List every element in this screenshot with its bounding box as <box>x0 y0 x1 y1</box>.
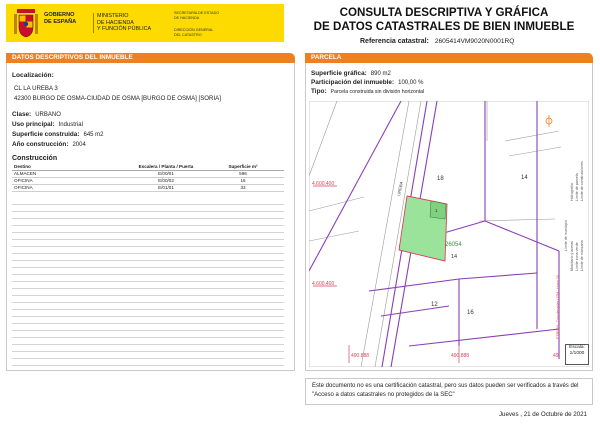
header-escalera: Escalera / Planta / Puerta <box>130 163 202 170</box>
scale-value: 1/1000 <box>569 351 585 356</box>
address-line1: CL LA UREBA 3 <box>14 85 58 92</box>
coat-of-arms-icon <box>13 8 39 38</box>
legend-item: Límite de parcela <box>575 173 579 201</box>
government-header <box>6 4 284 42</box>
clase-label: Clase: <box>12 111 32 118</box>
parcel-number: 16 <box>467 310 474 316</box>
uso-label: Uso principal: <box>12 121 55 128</box>
legend-item: Límite zona verde <box>575 242 579 271</box>
disclaimer-notice: Este documento no es una certificación catastral, pero sus datos pueden ser verificados a través del "Acceso a datos catastrales no protegidos de la SEC" <box>305 378 593 405</box>
map-coord-y-top: 4.600.400 <box>312 181 335 187</box>
clase-row <box>12 111 61 118</box>
section-bar-parcela: PARCELA <box>305 53 593 63</box>
anio-label: Año construcción: <box>12 141 69 148</box>
address-line2: 42300 BURGO DE OSMA-CIUDAD DE OSMA [BURGO DE OSMA] [SORIA] <box>14 95 221 102</box>
reference-value: 2605414VM9020N0001RQ <box>434 38 515 45</box>
tipo-row <box>311 88 424 95</box>
parcel-number: 14 <box>521 175 528 181</box>
parcel-number: 14 <box>451 254 458 260</box>
legend-item: Mobiliario y aceras <box>570 241 574 271</box>
parcel-number: 1 <box>435 208 438 213</box>
map-coord-y-bottom: 4.600.400 <box>312 281 335 287</box>
table-header-row <box>12 163 284 170</box>
parcel-number: 12 <box>431 302 438 308</box>
table-row <box>12 184 284 191</box>
legend-item: Límite de municipio <box>564 220 568 251</box>
cell-superficie: 16 <box>202 177 284 184</box>
document-date: Jueves , 21 de Octubre de 2021 <box>498 411 587 418</box>
uso-row <box>12 121 83 128</box>
tipo-label: Tipo: <box>311 88 327 95</box>
table-row <box>12 177 284 184</box>
cell-escalera: E/01/01 <box>130 184 202 191</box>
direccion-label: DIRECCIÓN GENERAL DEL CATASTRO <box>174 28 214 37</box>
participacion-value: 100,00 % <box>398 80 424 86</box>
participacion-label: Participación del inmueble: <box>311 79 395 86</box>
map-street-label: UREBA <box>396 181 404 197</box>
superficie-row <box>12 131 104 138</box>
government-title: GOBIERNO DE ESPAÑA <box>44 12 77 25</box>
legend-item: Límite de manzana <box>580 240 584 271</box>
scale-label: Escala: <box>569 345 585 350</box>
cell-escalera: E/00/02 <box>130 177 202 184</box>
tipo-value: Parcela construida sin división horizontal <box>330 89 425 95</box>
cell-destino: ALMACEN <box>12 170 130 177</box>
cadastral-map <box>309 101 589 367</box>
secretaria-label: SECRETARÍA DE ESTADO DE HACIENDA <box>174 11 220 20</box>
document-title: CONSULTA DESCRIPTIVA Y GRÁFICA DE DATOS CATASTRALES DE BIEN INMUEBLE <box>313 6 575 33</box>
participacion-row <box>311 79 423 86</box>
table-row <box>12 170 284 177</box>
header-superficie: Superficie m² <box>202 163 284 170</box>
cell-escalera: E/00/01 <box>130 170 202 177</box>
sup-grafica-row <box>311 70 391 77</box>
empty-table-lines <box>12 198 284 366</box>
cell-superficie: 33 <box>202 184 284 191</box>
legend-item: Límite de construcciones <box>580 161 584 201</box>
cadastral-reference <box>360 38 514 45</box>
cell-superficie: 596 <box>202 170 284 177</box>
map-coord-x-left: 490.888 <box>351 353 370 359</box>
map-coord-x-right: 490.888 <box>451 353 470 359</box>
location-label: Localización: <box>12 72 54 79</box>
anio-row <box>12 141 86 148</box>
reference-label: Referencia catastral: <box>360 38 429 45</box>
sup-grafica-label: Superficie gráfica: <box>311 70 367 77</box>
map-coord-x-edge: 49 <box>553 353 559 359</box>
construction-heading: Construcción <box>12 155 58 162</box>
anio-value: 2004 <box>72 142 86 148</box>
scale-box <box>565 344 589 365</box>
superficie-value: 645 m2 <box>83 132 104 138</box>
uso-value: Industrial <box>58 122 83 128</box>
parcel-id: 26054 <box>445 242 462 248</box>
section-bar-descriptive: DATOS DESCRIPTIVOS DEL INMUEBLE <box>6 53 295 63</box>
superficie-label: Superficie construida: <box>12 131 80 138</box>
ministry-name: MINISTERIO DE HACIENDA Y FUNCIÓN PÚBLICA <box>93 13 151 33</box>
map-coords-note: ETRS89 - Coordenadas UTM - Huso 30 <box>556 275 560 339</box>
parcel-number: 18 <box>437 176 444 182</box>
cell-destino: OFICINA <box>12 177 130 184</box>
cell-destino: OFICINA <box>12 184 130 191</box>
construction-table <box>12 163 284 192</box>
clase-value: URBANO <box>35 112 61 118</box>
sup-grafica-value: 890 m2 <box>370 71 391 77</box>
header-destino: Destino <box>12 163 130 170</box>
legend-item: Hidrografía <box>570 183 574 201</box>
